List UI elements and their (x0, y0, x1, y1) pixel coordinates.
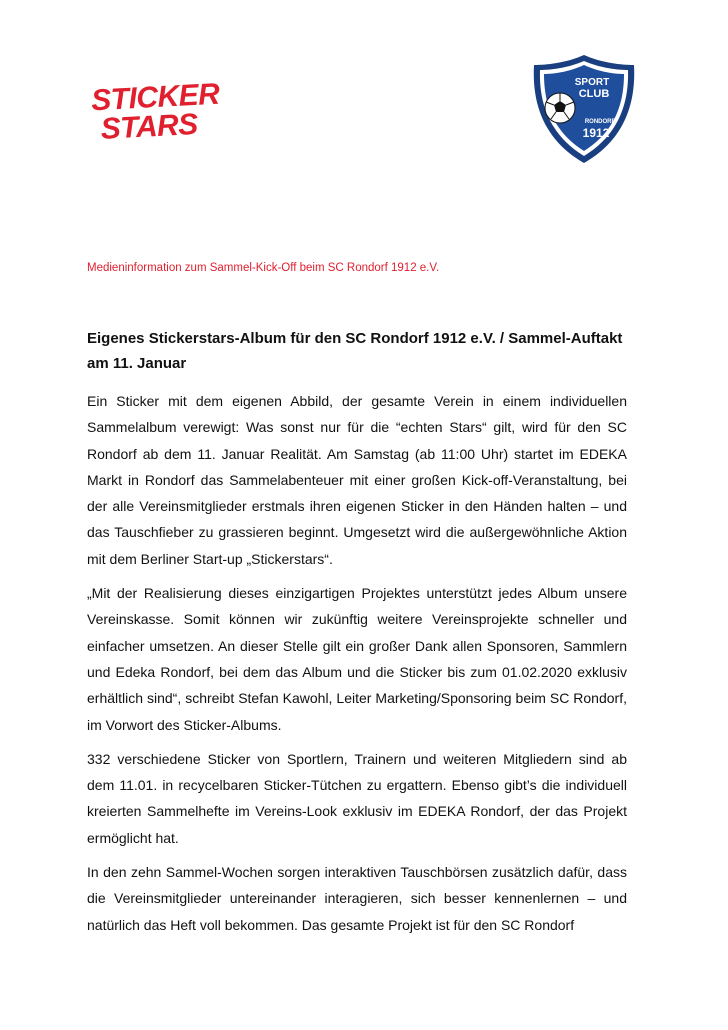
crest-text-sport: SPORT (574, 77, 610, 88)
stickerstars-logo (90, 77, 222, 146)
stickerstars-logo-line1: STICKER (90, 77, 221, 118)
crest-text-year: 1912 (582, 126, 610, 140)
headline: Eigenes Stickerstars-Album für den SC Rondorf 1912 e.V. / Sammel-Auftakt am 11. Januar (87, 330, 623, 372)
paragraph: In den zehn Sammel-Wochen sorgen interaktiven Tauschbörsen zusätzlich dafür, dass die Vereinsmitglieder untereinander interagieren, sich besser kennenlernen – und natürlich das Heft voll bekommen. Das gesamte Projekt ist für den SC Rondorf (87, 864, 627, 933)
media-information-line: Medieninformation zum Sammel-Kick-Off beim SC Rondorf 1912 e.V. (87, 262, 440, 274)
crest-text-club: CLUB (578, 88, 610, 100)
sc-rondorf-crest-logo (530, 53, 638, 165)
body-text (87, 388, 627, 946)
paragraph: 332 verschiedene Sticker von Sportlern, Trainern und weiteren Mitgliedern sind ab dem 11.01. in recycelbaren Sticker-Tütchen zu ergattern. Ebenso gibt’s die individuell kreierten Sammelhefte im Vereins-Look exklusiv im EDEKA Rondorf, der das Projekt ermöglicht hat. (87, 750, 627, 846)
crest-text-rondorf: RONDORF (584, 119, 616, 125)
stickerstars-logo-line2: STARS (99, 107, 199, 146)
paragraph: Ein Sticker mit dem eigenen Abbild, der gesamte Verein in einem individuellen Sammelalbum verewigt: Was sonst nur für die “echten Stars“ gilt, wird für den SC Rondorf ab dem 11. Januar Realität. Am Samstag (ab 11:00 Uhr) startet im EDEKA Markt in Rondorf das Sammelabenteuer mit einer großen Kick-off-Veranstaltung, bei der alle Vereinsmitglieder erstmals ihren eigenen Sticker in den Händen halten – und das Tauschfieber zu grassieren beginnt. Umgesetzt wird die außergewöhnliche Aktion mit dem Berliner Start-up „Stickerstars“. (87, 393, 627, 567)
paragraph: „Mit der Realisierung dieses einzigartigen Projektes unterstützt jedes Album unsere Vereinskasse. Somit können wir zukünftig weitere Vereinsprojekte schneller und einfacher umsetzen. An dieser Stelle gilt ein großer Dank allen Sponsoren, Sammlern und Edeka Rondorf, bei dem das Album und die Sticker bis zum 01.02.2020 exklusiv erhältlich sind“, schreibt Stefan Kawohl, Leiter Marketing/Sponsoring beim SC Rondorf, im Vorwort des Sticker-Albums. (87, 585, 627, 733)
